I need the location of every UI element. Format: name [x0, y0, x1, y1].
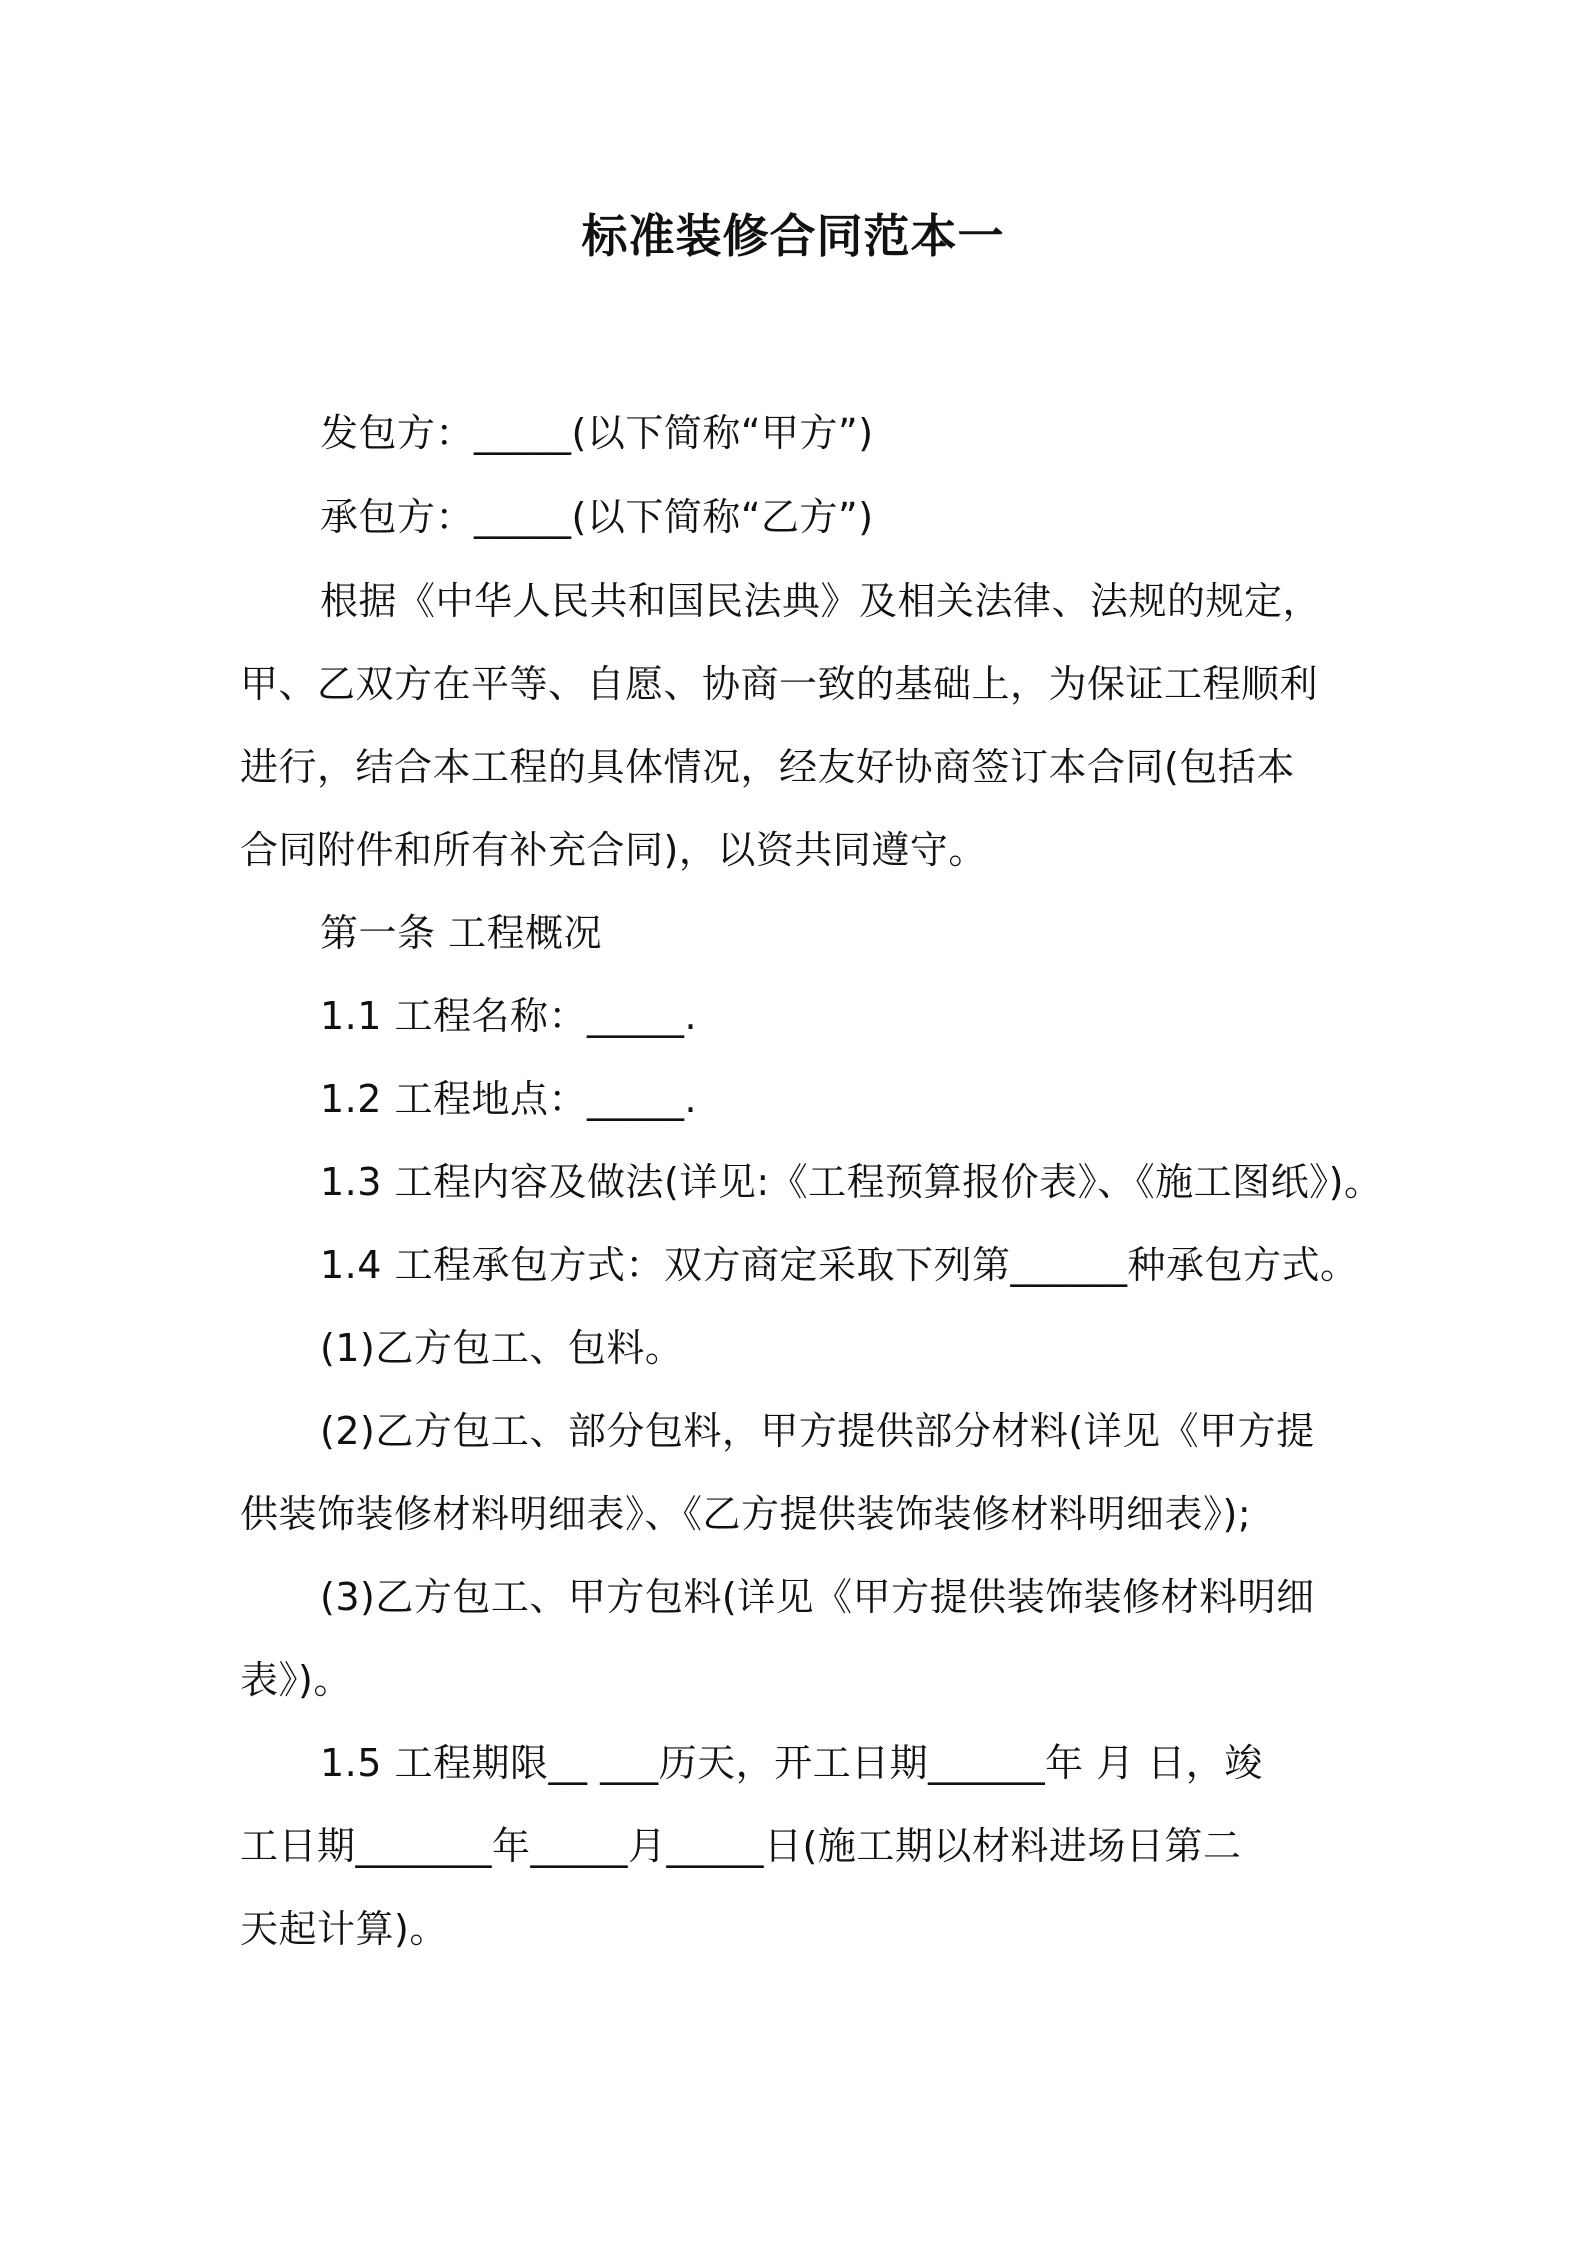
option-1: (1)乙方包工、包料。 [320, 1326, 684, 1370]
article-1-heading: 第一条 工程概况 [320, 911, 603, 955]
option-3-line-2: 表》)。 [240, 1658, 352, 1702]
option-2-line-1: (2)乙方包工、部分包料，甲方提供部分材料(详见《甲方提 [320, 1409, 1315, 1453]
party-b-line: 承包方：_____(以下简称“乙方”) [320, 495, 874, 539]
clause-1-5-line-1: 1.5 工程期限__ ___历天，开工日期______年 月 日，竣 [320, 1741, 1263, 1785]
option-2-line-2: 供装饰装修材料明细表》、《乙方提供装饰装修材料明细表》); [240, 1492, 1252, 1536]
option-3-line-1: (3)乙方包工、甲方包料(详见《甲方提供装饰装修材料明细 [320, 1575, 1315, 1619]
clause-1-5-line-3: 天起计算)。 [240, 1907, 448, 1951]
preamble-line-1: 根据《中华人民共和国民法典》及相关法律、法规的规定， [320, 579, 1322, 623]
preamble-line-2: 甲、乙双方在平等、自愿、协商一致的基础上，为保证工程顺利 [240, 662, 1319, 706]
clause-1-4: 1.4 工程承包方式：双方商定采取下列第______种承包方式。 [320, 1243, 1359, 1287]
document-title: 标准装修合同范本一 [581, 209, 1005, 263]
clause-1-1: 1.1 工程名称：_____. [320, 994, 698, 1038]
clause-1-5-line-2: 工日期_______年_____月_____日(施工期以材料进场日第二 [240, 1824, 1242, 1868]
party-a-line: 发包方：_____(以下简称“甲方”) [320, 411, 874, 455]
preamble-line-4: 合同附件和所有补充合同)，以资共同遵守。 [240, 828, 987, 872]
preamble-line-3: 进行，结合本工程的具体情况，经友好协商签订本合同(包括本 [240, 745, 1295, 789]
clause-1-2: 1.2 工程地点：_____. [320, 1077, 698, 1121]
clause-1-3: 1.3 工程内容及做法(详见:《工程预算报价表》、《施工图纸》)。 [320, 1160, 1383, 1204]
